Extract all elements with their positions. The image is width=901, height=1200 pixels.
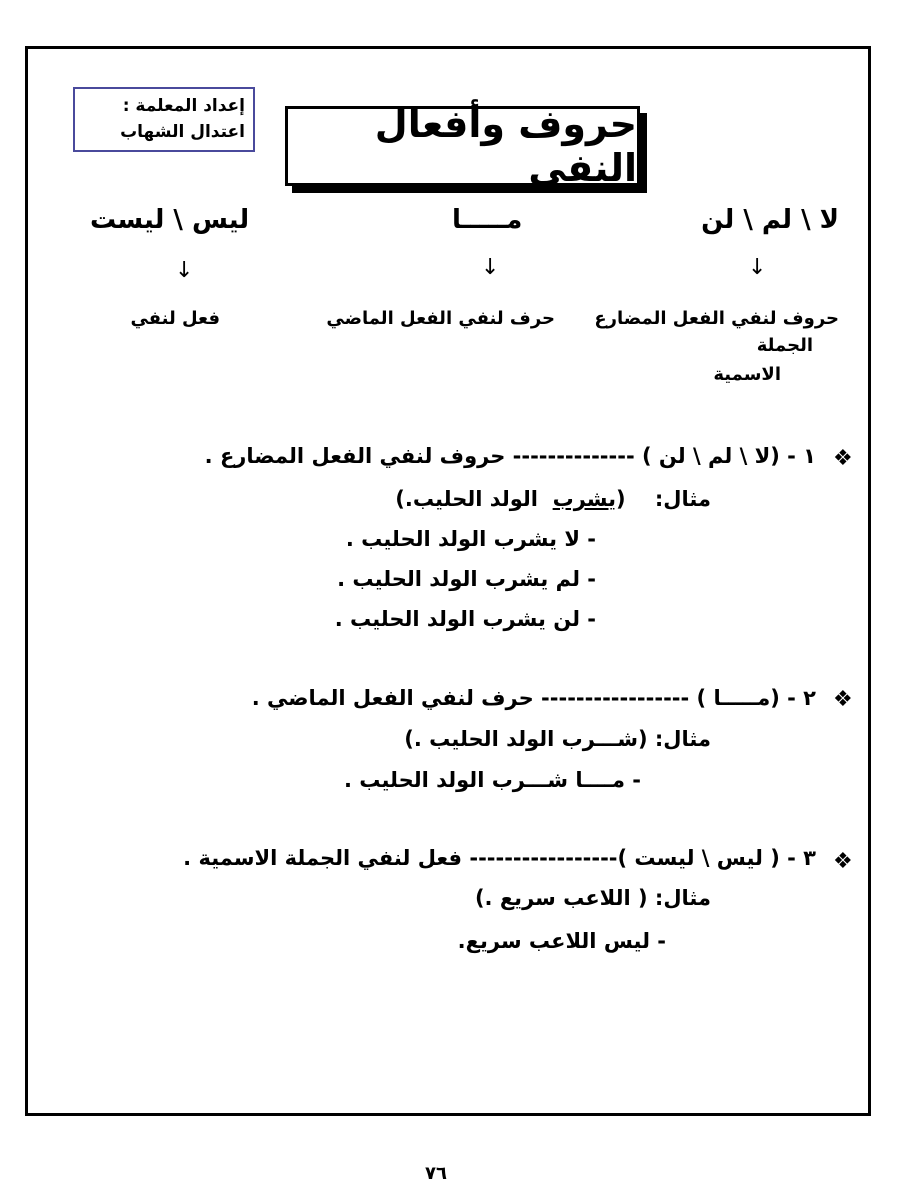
- example-line-3-1: - ليس اللاعب سريع.: [457, 929, 666, 953]
- desc-right-3: الاسمية: [713, 364, 781, 385]
- example-3: مثال: ( اللاعب سريع .): [474, 886, 711, 910]
- author-box: [73, 87, 255, 152]
- underlined-verb: يشرب: [552, 487, 617, 511]
- rule-1: ١ - (لا \ لم \ لن ) -------------- حروف لنفي الفعل المضارع .: [204, 444, 816, 468]
- heading-right: لا \ لم \ لن: [701, 205, 839, 235]
- desc-middle: حرف لنفي الفعل الماضي: [326, 308, 555, 329]
- arrow-middle-icon: ↓: [481, 255, 500, 280]
- rule-2: ٢ - (مـــــا ) ----------------- حرف لنفي الفعل الماضي .: [251, 686, 816, 710]
- heading-middle: مـــــا: [452, 205, 523, 235]
- desc-right-2: الجملة: [756, 335, 813, 356]
- example-line-1-2: - لم يشرب الولد الحليب .: [337, 567, 596, 591]
- title-box: [285, 102, 640, 190]
- rule-3: ٣ - ( ليس \ ليست )----------------- فعل لنفي الجملة الاسمية .: [183, 846, 816, 870]
- example-1: مثال: (يشرب الولد الحليب.): [395, 487, 711, 511]
- arrow-left-icon: ↓: [175, 258, 194, 283]
- page-title: حروف وأفعال النفي: [374, 102, 637, 190]
- desc-right-1: حروف لنفي الفعل المضارع: [594, 308, 839, 329]
- page-number: ٧٦: [425, 1163, 447, 1184]
- example-line-1-1: - لا يشرب الولد الحليب .: [345, 527, 596, 551]
- example-line-2-1: - مــــا شـــرب الولد الحليب .: [343, 768, 641, 792]
- bullet-icon-2: ❖: [833, 687, 853, 712]
- bullet-icon-3: ❖: [833, 849, 853, 874]
- author-name: اعتدال الشهاب: [120, 122, 245, 142]
- arrow-right-icon: ↓: [748, 255, 767, 280]
- author-label: إعداد المعلمة :: [122, 96, 245, 116]
- bullet-icon-1: ❖: [833, 446, 853, 471]
- desc-left: فعل لنفي: [130, 308, 220, 329]
- heading-left: ليس \ ليست: [90, 205, 250, 235]
- example-label-1: مثال:: [654, 487, 711, 511]
- example-2: مثال: (شـــرب الولد الحليب .): [404, 727, 711, 751]
- example-line-1-3: - لن يشرب الولد الحليب .: [334, 607, 596, 631]
